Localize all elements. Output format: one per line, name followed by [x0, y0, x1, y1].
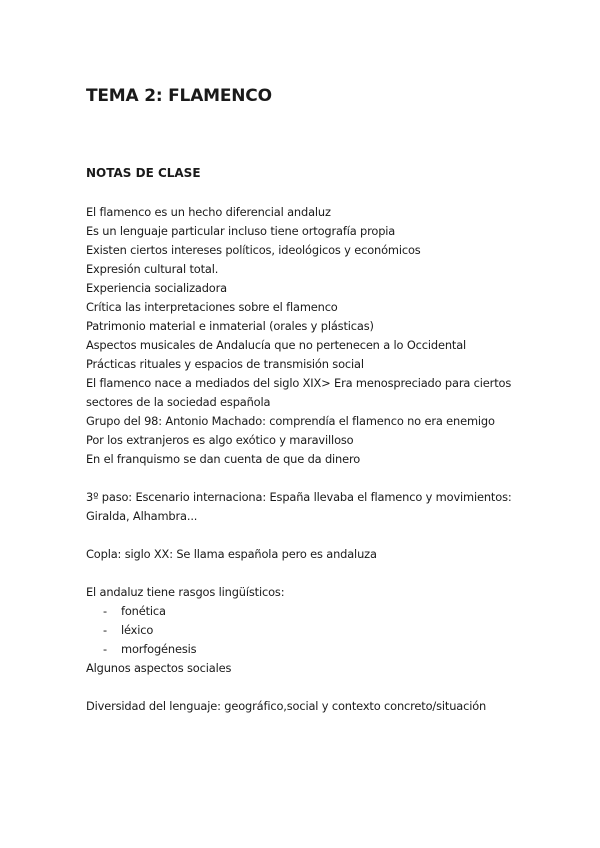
note-line: Prácticas rituales y espacios de transmisión social [86, 357, 364, 371]
copla-line: Copla: siglo XX: Se llama española pero es andaluza [86, 547, 377, 561]
paso-line-continued: Giralda, Alhambra... [86, 509, 198, 523]
note-line: sectores de la sociedad española [86, 395, 271, 409]
note-line: Crítica las interpretaciones sobre el flamenco [86, 300, 338, 314]
note-line: Existen ciertos intereses políticos, ideológicos y económicos [86, 243, 421, 257]
note-line: Grupo del 98: Antonio Machado: comprendía el flamenco no era enemigo [86, 414, 495, 428]
paragraph-gap [86, 678, 556, 697]
bullet-item [86, 602, 556, 621]
note-line: Experiencia socializadora [86, 281, 227, 295]
bullet-text: léxico [121, 623, 154, 637]
diversidad-line: Diversidad del lenguaje: geográfico,social y contexto concreto/situación [86, 699, 487, 713]
paragraph-gap [86, 564, 556, 583]
note-line: Por los extranjeros es algo exótico y maravilloso [86, 433, 354, 447]
bullet-marker: - [103, 642, 107, 656]
paragraph-gap [86, 469, 556, 488]
bullet-marker: - [103, 604, 107, 618]
andaluz-intro: El andaluz tiene rasgos lingüísticos: [86, 585, 285, 599]
note-line: En el franquismo se dan cuenta de que da dinero [86, 452, 361, 466]
document-body [86, 203, 556, 716]
document-title: TEMA 2: FLAMENCO [86, 86, 272, 106]
bullet-marker: - [103, 623, 107, 637]
aspectos-line: Algunos aspectos sociales [86, 661, 232, 675]
note-line: El flamenco nace a mediados del siglo XIX> Era menospreciado para ciertos [86, 376, 512, 390]
paso-line: 3º paso: Escenario internaciona: España llevaba el flamenco y movimientos: [86, 490, 512, 504]
bullet-item [86, 621, 556, 640]
section-title: NOTAS DE CLASE [86, 166, 201, 180]
note-line: Patrimonio material e inmaterial (orales y plásticas) [86, 319, 374, 333]
bullet-text: morfogénesis [121, 642, 197, 656]
note-line: Aspectos musicales de Andalucía que no pertenecen a lo Occidental [86, 338, 467, 352]
note-line: Expresión cultural total. [86, 262, 219, 276]
bullet-item [86, 640, 556, 659]
note-line: Es un lenguaje particular incluso tiene ortografía propia [86, 224, 396, 238]
paragraph-gap [86, 526, 556, 545]
note-line: El flamenco es un hecho diferencial andaluz [86, 205, 331, 219]
bullet-text: fonética [121, 604, 166, 618]
